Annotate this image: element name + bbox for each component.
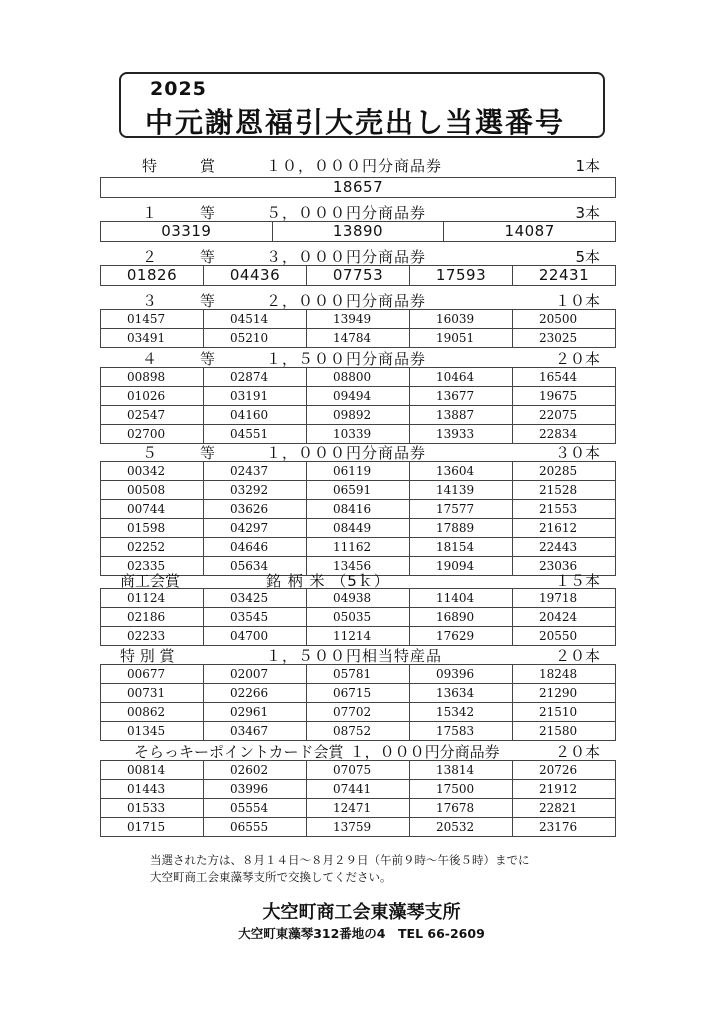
winning-number: 02602 <box>204 761 307 780</box>
winning-number: 07702 <box>307 703 410 722</box>
winning-number: 09494 <box>307 387 410 406</box>
table-row <box>101 780 616 799</box>
winning-number: 20500 <box>513 310 616 329</box>
winning-number: 09892 <box>307 406 410 425</box>
winning-number: 02252 <box>101 538 204 557</box>
prize-rank: ４ 等 <box>142 350 230 368</box>
winning-numbers-table <box>100 265 616 286</box>
table-row <box>101 665 616 684</box>
winning-number: 00744 <box>101 500 204 519</box>
winning-number: 15342 <box>410 703 513 722</box>
winning-number: 02007 <box>204 665 307 684</box>
prize-rank: 商工会賞 <box>120 572 181 590</box>
winning-number: 17593 <box>410 266 513 286</box>
winning-number: 13677 <box>410 387 513 406</box>
winning-number: 02233 <box>101 627 204 646</box>
winning-number: 16544 <box>513 368 616 387</box>
winning-number: 01826 <box>101 266 204 286</box>
winning-number: 03491 <box>101 329 204 348</box>
winning-number: 03292 <box>204 481 307 500</box>
winning-number: 08416 <box>307 500 410 519</box>
winning-number: 13759 <box>307 818 410 837</box>
prize-count: 1本 <box>575 157 600 175</box>
table-row <box>101 387 616 406</box>
winning-number: 10339 <box>307 425 410 444</box>
title-box <box>119 72 605 138</box>
winning-number: 08449 <box>307 519 410 538</box>
winning-number: 01598 <box>101 519 204 538</box>
winning-number: 17577 <box>410 500 513 519</box>
winning-number: 16890 <box>410 608 513 627</box>
winning-number: 20285 <box>513 462 616 481</box>
winning-number: 17500 <box>410 780 513 799</box>
winning-number: 00342 <box>101 462 204 481</box>
winning-number: 02437 <box>204 462 307 481</box>
table-row <box>101 818 616 837</box>
prize-description: １０，０００円分商品券 <box>266 157 443 175</box>
table-row <box>101 761 616 780</box>
winning-number: 04938 <box>307 589 410 608</box>
winning-number: 12471 <box>307 799 410 818</box>
winning-number: 00731 <box>101 684 204 703</box>
winning-number: 05781 <box>307 665 410 684</box>
winning-number: 17889 <box>410 519 513 538</box>
winning-number: 00508 <box>101 481 204 500</box>
winning-number: 05210 <box>204 329 307 348</box>
winning-number: 03467 <box>204 722 307 741</box>
winning-number: 23036 <box>513 557 616 576</box>
winning-number: 22075 <box>513 406 616 425</box>
winning-number: 13634 <box>410 684 513 703</box>
winning-number: 21612 <box>513 519 616 538</box>
prize-header <box>100 155 616 177</box>
table-row <box>101 481 616 500</box>
prize-description: ３，０００円分商品券 <box>266 248 427 266</box>
winning-number: 19094 <box>410 557 513 576</box>
table-row <box>101 589 616 608</box>
table-row <box>101 222 616 242</box>
table-row <box>101 368 616 387</box>
winning-number: 14139 <box>410 481 513 500</box>
winning-number: 02266 <box>204 684 307 703</box>
table-row <box>101 684 616 703</box>
table-row <box>101 799 616 818</box>
winning-number: 16039 <box>410 310 513 329</box>
winning-numbers-table <box>100 177 616 198</box>
winning-number: 01457 <box>101 310 204 329</box>
winning-number: 01026 <box>101 387 204 406</box>
prize-header-line <box>134 741 500 762</box>
winning-number: 07441 <box>307 780 410 799</box>
winning-number: 03626 <box>204 500 307 519</box>
winning-number: 20424 <box>513 608 616 627</box>
winning-number: 21528 <box>513 481 616 500</box>
winning-number: 03425 <box>204 589 307 608</box>
winning-number: 22834 <box>513 425 616 444</box>
winning-number: 01715 <box>101 818 204 837</box>
winning-number: 17583 <box>410 722 513 741</box>
winning-number: 23025 <box>513 329 616 348</box>
table-row <box>101 538 616 557</box>
winning-number: 17629 <box>410 627 513 646</box>
winning-number: 21580 <box>513 722 616 741</box>
table-row <box>101 627 616 646</box>
prize-rank: ５ 等 <box>142 444 230 462</box>
prize-rank: １ 等 <box>142 204 230 222</box>
winning-number: 20532 <box>410 818 513 837</box>
winning-number: 17678 <box>410 799 513 818</box>
winning-number: 19718 <box>513 589 616 608</box>
winning-number: 13887 <box>410 406 513 425</box>
winning-number: 01124 <box>101 589 204 608</box>
winning-number: 13604 <box>410 462 513 481</box>
prize-description: 銘 柄 米 （5ｋ） <box>266 572 390 590</box>
winning-number: 00814 <box>101 761 204 780</box>
winning-numbers-table <box>100 760 616 837</box>
prize-count: ２０本 <box>554 743 600 761</box>
winning-number: 20726 <box>513 761 616 780</box>
organization-address: 大空町東藻琴312番地の4 TEL 66-2609 <box>238 926 485 941</box>
winning-number: 03319 <box>101 222 273 242</box>
table-row <box>101 608 616 627</box>
organization-name: 大空町商工会東藻琴支所 <box>262 902 461 923</box>
winning-number: 06555 <box>204 818 307 837</box>
winning-numbers-table <box>100 309 616 348</box>
winning-number: 03996 <box>204 780 307 799</box>
winning-number: 13456 <box>307 557 410 576</box>
winning-number: 04514 <box>204 310 307 329</box>
winning-numbers-table <box>100 461 616 576</box>
winning-number: 11404 <box>410 589 513 608</box>
exchange-note-line1: 当選された方は、８月１４日～８月２９日（午前９時～午後５時）までに <box>150 853 530 867</box>
winning-number: 13814 <box>410 761 513 780</box>
winning-number: 22443 <box>513 538 616 557</box>
winning-number: 05634 <box>204 557 307 576</box>
winning-number: 21290 <box>513 684 616 703</box>
winning-number: 20550 <box>513 627 616 646</box>
table-row <box>101 178 616 198</box>
winning-number: 04646 <box>204 538 307 557</box>
winning-number: 03545 <box>204 608 307 627</box>
winning-number: 10464 <box>410 368 513 387</box>
prize-rank: そらっキーポイントカード会賞 <box>134 743 344 761</box>
winning-number: 13933 <box>410 425 513 444</box>
winning-number: 14087 <box>444 222 616 242</box>
winning-numbers-table <box>100 221 616 242</box>
prize-count: ２０本 <box>554 647 600 665</box>
winning-number: 11214 <box>307 627 410 646</box>
table-row <box>101 329 616 348</box>
winning-number: 02961 <box>204 703 307 722</box>
prize-count: ２０本 <box>554 350 600 368</box>
page-title: 中元謝恩福引大売出し当選番号 <box>145 106 566 139</box>
winning-number: 22821 <box>513 799 616 818</box>
winning-number: 01345 <box>101 722 204 741</box>
winning-number: 18154 <box>410 538 513 557</box>
winning-number: 09396 <box>410 665 513 684</box>
winning-number: 05554 <box>204 799 307 818</box>
prize-count: 5本 <box>575 248 600 266</box>
winning-number: 02335 <box>101 557 204 576</box>
winning-numbers-table <box>100 367 616 444</box>
table-row <box>101 266 616 286</box>
winning-number: 13890 <box>272 222 444 242</box>
prize-rank: 特 賞 <box>142 157 230 175</box>
winning-number: 22431 <box>513 266 616 286</box>
winning-number: 01443 <box>101 780 204 799</box>
winning-number: 00898 <box>101 368 204 387</box>
table-row <box>101 310 616 329</box>
prize-rank: ２ 等 <box>142 248 230 266</box>
prize-count: 3本 <box>575 204 600 222</box>
winning-number: 02186 <box>101 608 204 627</box>
winning-number: 21553 <box>513 500 616 519</box>
winning-numbers-table <box>100 664 616 741</box>
winning-number: 19051 <box>410 329 513 348</box>
winning-number: 23176 <box>513 818 616 837</box>
table-row <box>101 703 616 722</box>
table-row <box>101 519 616 538</box>
winning-number: 07753 <box>307 266 410 286</box>
winning-number: 11162 <box>307 538 410 557</box>
winning-number: 04297 <box>204 519 307 538</box>
winning-number: 06715 <box>307 684 410 703</box>
table-row <box>101 425 616 444</box>
prize-description: １，０００円分商品券 <box>349 743 500 761</box>
winning-number: 21912 <box>513 780 616 799</box>
table-row <box>101 462 616 481</box>
prize-description: １，５００円相当特産品 <box>266 647 443 665</box>
winning-number: 02874 <box>204 368 307 387</box>
prize-description: １，５００円分商品券 <box>266 350 427 368</box>
winning-number: 13949 <box>307 310 410 329</box>
winning-number: 00862 <box>101 703 204 722</box>
prize-count: １０本 <box>554 292 600 310</box>
winning-number: 06119 <box>307 462 410 481</box>
prize-description: １，０００円分商品券 <box>266 444 427 462</box>
winning-number: 04700 <box>204 627 307 646</box>
winning-number: 02547 <box>101 406 204 425</box>
exchange-note-line2: 大空町商工会東藻琴支所で交換してください。 <box>150 870 392 884</box>
prize-count: ３０本 <box>554 444 600 462</box>
winning-number: 07075 <box>307 761 410 780</box>
winning-number: 04436 <box>204 266 307 286</box>
prize-rank: ３ 等 <box>142 292 230 310</box>
winning-number: 06591 <box>307 481 410 500</box>
title-year: 2025 <box>150 78 207 100</box>
table-row <box>101 500 616 519</box>
table-row <box>101 722 616 741</box>
winning-number: 03191 <box>204 387 307 406</box>
winning-numbers-table <box>100 588 616 646</box>
prize-description: ５，０００円分商品券 <box>266 204 427 222</box>
winning-number: 08752 <box>307 722 410 741</box>
prize-rank: 特 別 賞 <box>120 647 175 665</box>
prize-count: １５本 <box>554 572 600 590</box>
winning-number: 01533 <box>101 799 204 818</box>
winning-number: 05035 <box>307 608 410 627</box>
winning-number: 21510 <box>513 703 616 722</box>
winning-number: 08800 <box>307 368 410 387</box>
table-row <box>101 406 616 425</box>
winning-number: 18248 <box>513 665 616 684</box>
winning-number: 04551 <box>204 425 307 444</box>
winning-number: 00677 <box>101 665 204 684</box>
winning-number: 18657 <box>101 178 616 198</box>
winning-number: 14784 <box>307 329 410 348</box>
winning-number: 19675 <box>513 387 616 406</box>
winning-number: 02700 <box>101 425 204 444</box>
winning-number: 04160 <box>204 406 307 425</box>
prize-description: ２，０００円分商品券 <box>266 292 427 310</box>
